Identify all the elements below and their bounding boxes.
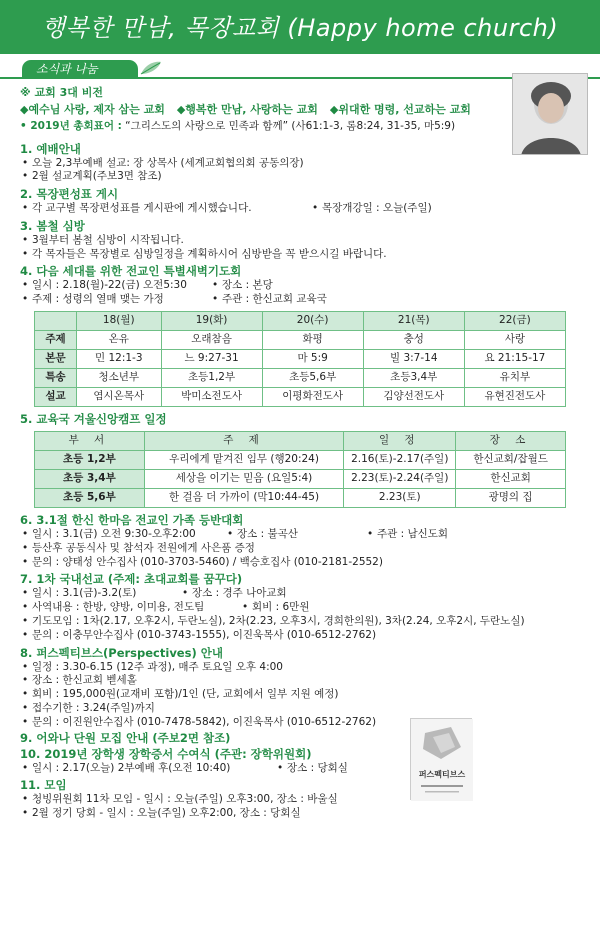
- list-row: [20, 202, 590, 216]
- list-item: • 일정 : 3.30-6.15 (12주 과정), 매주 토요일 오후 4:00: [20, 661, 590, 675]
- table-cell: 빌 3:7-14: [363, 350, 464, 369]
- table-row: [35, 369, 566, 388]
- table-cell: 초등1,2부: [161, 369, 262, 388]
- table-row: [35, 331, 566, 350]
- news-content: [20, 82, 590, 821]
- list-item: • 장소 : 경주 나아교회: [180, 587, 287, 601]
- section-title: 6. 3.1절 한신 한마음 전교인 가족 등반대회: [20, 513, 244, 528]
- table-cell: 마 5:9: [262, 350, 363, 369]
- page-title: 행복한 만남, 목장교회 (Happy home church): [41, 14, 559, 42]
- table-cell: 2.23(토): [344, 489, 456, 508]
- table-header: 주 제: [144, 432, 344, 451]
- section-title: 3. 봄철 심방: [20, 218, 85, 233]
- list-item: • 회비 : 195,000원(교재비 포함)/1인 (단, 교회에서 일부 지원 예정): [20, 688, 590, 702]
- table-cell: 세상을 이기는 믿음 (요일5:4): [144, 470, 344, 489]
- vision-item: ◆행복한 만남, 사랑하는 교회: [176, 102, 318, 116]
- list-item: • 일시 : 3.1(금)-3.2(토): [20, 587, 180, 601]
- table-cell: 한신교회: [456, 470, 566, 489]
- list-row: [20, 528, 590, 542]
- table-cell: 유현진전도사: [464, 388, 565, 407]
- row-label: 특송: [35, 369, 77, 388]
- table-cell: 2.23(토)-2.24(주일): [344, 470, 456, 489]
- table-cell: 유치부: [464, 369, 565, 388]
- section-visitation: [20, 219, 590, 262]
- table-header: 19(화): [161, 312, 262, 331]
- list-item: • 3월부터 봄철 심방이 시작됩니다.: [20, 234, 590, 248]
- list-item: • 2월 정기 당회 - 일시 : 오늘(주일) 오후2:00, 장소 : 당회실: [20, 807, 590, 821]
- table-cell: 온유: [77, 331, 162, 350]
- section-title: 8. 퍼스펙티브스(Perspectives) 안내: [20, 645, 223, 660]
- table-cell: 화평: [262, 331, 363, 350]
- table-cell: 초등 1,2부: [35, 451, 145, 470]
- list-item: • 오늘 2,3부예배 설교: 장 상목사 (세계교회협의회 공동의장): [20, 157, 590, 171]
- table-cell: 광명의 집: [456, 489, 566, 508]
- section-dawn-prayer: [20, 264, 590, 407]
- section-title: 7. 1차 국내선교 (주제: 초대교회를 꿈꾸다): [20, 572, 243, 587]
- table-cell: 민 12:1-3: [77, 350, 162, 369]
- table-row: [35, 350, 566, 369]
- table-row: [35, 470, 566, 489]
- row-label: 주제: [35, 331, 77, 350]
- section-bar: [0, 60, 600, 78]
- row-label: 본문: [35, 350, 77, 369]
- list-item: • 일시 : 2.18(월)-22(금) 오전5:30: [20, 279, 210, 293]
- table-header: 18(월): [77, 312, 162, 331]
- vision-item: ◆위대한 명령, 선교하는 교회: [329, 102, 471, 116]
- table-row: [35, 451, 566, 470]
- table-header: 장 소: [456, 432, 566, 451]
- section-title: 4. 다음 세대를 위한 전교인 특별새벽기도회: [20, 264, 242, 279]
- prayer-schedule-table: [34, 311, 566, 407]
- list-row: [20, 762, 590, 776]
- table-cell: 김양선전도사: [363, 388, 464, 407]
- table-cell: 초등3,4부: [363, 369, 464, 388]
- list-item: • 목장개강일 : 오늘(주일): [310, 202, 432, 216]
- book-cover-image: [410, 718, 472, 800]
- camp-schedule-table: [34, 431, 566, 508]
- table-cell: 초등 3,4부: [35, 470, 145, 489]
- table-cell: 충성: [363, 331, 464, 350]
- list-item: • 사역내용 : 한방, 양방, 이미용, 전도팀: [20, 601, 240, 615]
- list-item: • 각 목자들은 목장별로 심방일정을 계획하시어 심방받을 꼭 받으시길 바랍니다.: [20, 248, 590, 262]
- table-cell: 2.16(토)-2.17(주일): [344, 451, 456, 470]
- table-cell: 오래참음: [161, 331, 262, 350]
- book-icon: [411, 719, 473, 801]
- leaf-icon: [140, 61, 162, 75]
- list-item: • 일시 : 2.17(오늘) 2부예배 후(오전 10:40): [20, 762, 275, 776]
- table-header: 21(목): [363, 312, 464, 331]
- list-row: [20, 293, 590, 307]
- table-cell: 우리에게 맡겨진 임무 (행20:24): [144, 451, 344, 470]
- section-tab: 소식과 나눔: [22, 60, 138, 78]
- table-header: 22(금): [464, 312, 565, 331]
- list-item: • 문의 : 이진원안수집사 (010-7478-5842), 이진욱목사 (010-6512-2762): [20, 716, 590, 730]
- book-title: 퍼스펙티브스: [418, 770, 466, 779]
- motto-label: • 2019년 총회표어 :: [20, 120, 122, 132]
- table-header: 일 정: [344, 432, 456, 451]
- list-item: • 회비 : 6만원: [240, 601, 309, 615]
- row-label: 설교: [35, 388, 77, 407]
- list-item: • 2월 설교계획(주보3면 참조): [20, 170, 590, 184]
- table-row: [35, 388, 566, 407]
- list-item: • 기도모임 : 1차(2.17, 오후2시, 두란노실), 2차(2.23, 오후3시, 경희한의원), 3차(2.24, 오후2시, 두란노실): [20, 615, 590, 629]
- section-hiking: [20, 513, 590, 569]
- list-row: [20, 279, 590, 293]
- vision-item: ◆예수님 사랑, 제자 삼는 교회: [20, 102, 165, 116]
- list-item: • 장소 : 불곡산: [225, 528, 365, 542]
- list-item: • 장소 : 본당: [210, 279, 273, 293]
- section-worship: [20, 142, 590, 185]
- list-row: [20, 601, 590, 615]
- list-item: • 접수기한 : 3.24(주일)까지: [20, 702, 590, 716]
- table-cell: 한 걸음 더 가까이 (막10:44-45): [144, 489, 344, 508]
- section-title: 10. 2019년 장학생 장학증서 수여식 (주관: 장학위원회): [20, 746, 312, 761]
- section-domestic-mission: [20, 572, 590, 642]
- list-row: [20, 587, 590, 601]
- section-meetings: [20, 778, 590, 821]
- list-item: • 일시 : 3.1(금) 오전 9:30-오후2:00: [20, 528, 225, 542]
- table-cell: 한신교회/잡월드: [456, 451, 566, 470]
- section-title: 5. 교육국 겨울신앙캠프 일정: [20, 412, 167, 427]
- table-cell: 청소년부: [77, 369, 162, 388]
- section-perspectives: [20, 646, 590, 730]
- list-item: • 문의 : 양태성 안수집사 (010-3703-5460) / 백승호집사 (010-2181-2552): [20, 556, 590, 570]
- table-cell: 이평화전도사: [262, 388, 363, 407]
- list-item: • 청빙위원회 11차 모임 - 일시 : 오늘(주일) 오후3:00, 장소 : 바울실: [20, 793, 590, 807]
- section-winter-camp: [20, 412, 590, 508]
- table-corner: [35, 312, 77, 331]
- list-item: • 주관 : 한신교회 교육국: [210, 293, 327, 307]
- vision-title: ※ 교회 3대 비전: [20, 86, 103, 99]
- section-title: 9. 어와나 단원 모집 안내 (주보2면 참조): [20, 730, 231, 745]
- table-cell: 초등5,6부: [262, 369, 363, 388]
- table-header: 20(수): [262, 312, 363, 331]
- list-item: • 주관 : 남신도회: [365, 528, 448, 542]
- section-scholarship: [20, 747, 590, 776]
- list-item: • 각 교구별 목장편성표를 게시판에 게시했습니다.: [20, 202, 310, 216]
- table-cell: 느 9:27-31: [161, 350, 262, 369]
- table-cell: 사랑: [464, 331, 565, 350]
- list-item: • 장소 : 당회실: [275, 762, 348, 776]
- list-item: • 문의 : 이충무안수집사 (010-3743-1555), 이진욱목사 (010-6512-2762): [20, 629, 590, 643]
- header-banner: [0, 0, 600, 54]
- table-row: [35, 489, 566, 508]
- section-title: 2. 목장편성표 게시: [20, 187, 119, 202]
- section-awana: [20, 731, 590, 746]
- table-cell: 요 21:15-17: [464, 350, 565, 369]
- section-title: 11. 모임: [20, 778, 67, 793]
- vision-list: [20, 103, 590, 117]
- table-cell: 박미소전도사: [161, 388, 262, 407]
- motto-text: “그리스도의 사랑으로 민족과 함께” (사61:1-3, 롬8:24, 31-35, 마5:9): [125, 120, 456, 132]
- section-title: 1. 예배안내: [20, 141, 81, 156]
- table-header: 부 서: [35, 432, 145, 451]
- section-cell-groups: [20, 187, 590, 216]
- assembly-motto: [20, 120, 590, 134]
- list-item: • 등산후 공동식사 및 참석자 전원에게 사은품 증정: [20, 542, 590, 556]
- list-item: • 주제 : 성령의 열매 맺는 가정: [20, 293, 210, 307]
- table-cell: 염시온목사: [77, 388, 162, 407]
- list-item: • 장소 : 한신교회 벧세홀: [20, 674, 590, 688]
- table-cell: 초등 5,6부: [35, 489, 145, 508]
